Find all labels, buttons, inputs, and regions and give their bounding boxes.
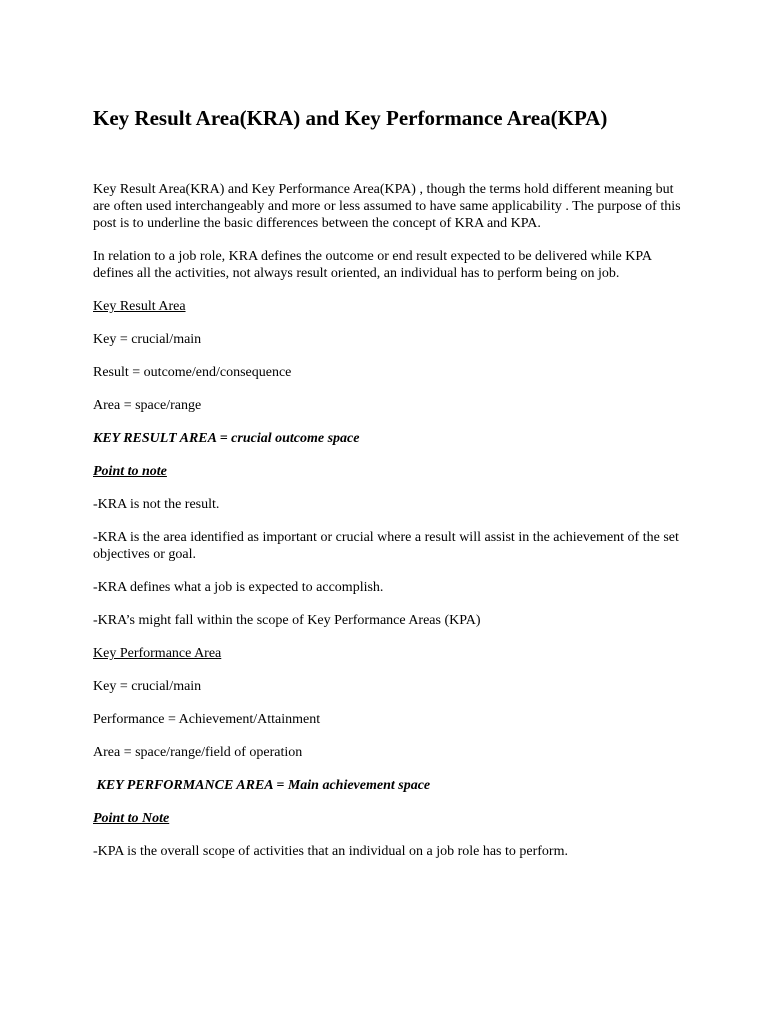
kra-heading: Key Result Area: [93, 299, 186, 314]
kpa-area-line: Area = space/range/field of operation: [93, 745, 303, 760]
kra-note-heading: Point to note: [93, 464, 167, 479]
kra-note-item: -KRA defines what a job is expected to accomplish.: [93, 580, 384, 595]
kra-key-line: Key = crucial/main: [93, 332, 202, 347]
kpa-note-item: -KPA is the overall scope of activities that an individual on a job role has to perform.: [93, 844, 568, 859]
kpa-heading: Key Performance Area: [93, 646, 222, 661]
kpa-key-line: Key = crucial/main: [93, 679, 202, 694]
document-body: [93, 103, 683, 876]
kra-note-item: -KRA is not the result.: [93, 497, 220, 512]
kpa-definition: KEY PERFORMANCE AREA = Main achievement space: [93, 778, 431, 793]
intro-paragraph: Key Result Area(KRA) and Key Performance Area(KPA) , though the terms hold different meaning but are often used interchangeably and more or less assumed to have same applicability . The purpose of this post is to underline the basic differences between the concept of KRA and KPA.: [93, 182, 681, 231]
kra-note-item: -KRA’s might fall within the scope of Key Performance Areas (KPA): [93, 613, 481, 628]
kra-result-line: Result = outcome/end/consequence: [93, 365, 292, 380]
kra-note-item: -KRA is the area identified as important or crucial where a result will assist in the achievement of the set objectives or goal.: [93, 530, 679, 562]
kpa-note-heading: Point to Note: [93, 811, 170, 826]
document-title: Key Result Area(KRA) and Key Performance Area(KPA): [93, 106, 608, 130]
kra-definition: KEY RESULT AREA = crucial outcome space: [93, 431, 360, 446]
relation-paragraph: In relation to a job role, KRA defines the outcome or end result expected to be delivered while KPA defines all the activities, not always result oriented, an individual has to perform being on job.: [93, 249, 652, 281]
kra-area-line: Area = space/range: [93, 398, 202, 413]
kpa-performance-line: Performance = Achievement/Attainment: [93, 712, 321, 727]
